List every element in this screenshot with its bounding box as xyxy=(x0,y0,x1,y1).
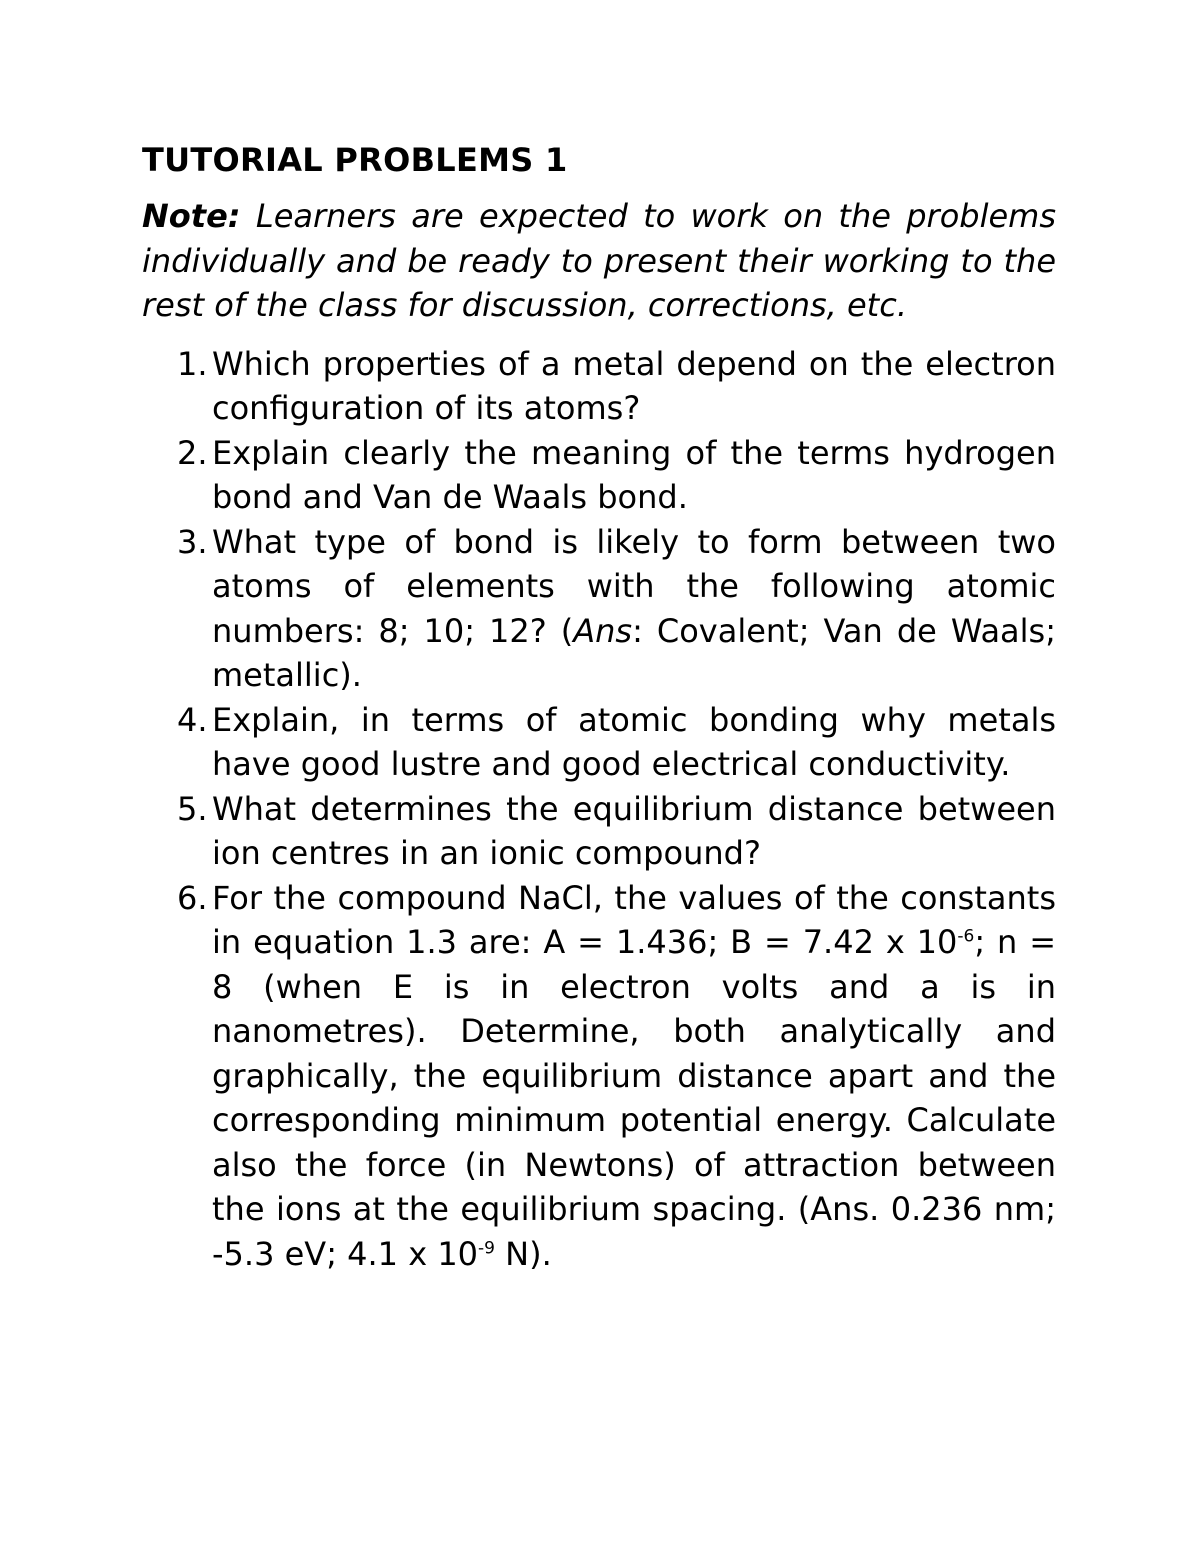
problem-text: What type of bond is likely to form between two atoms of elements with the following atomic numbers: 8; 10; 12? ( xyxy=(212,522,1056,650)
problem-number: 1. xyxy=(177,344,208,383)
page-title: TUTORIAL PROBLEMS 1 xyxy=(142,141,568,179)
problem-text: For the compound NaCl, the values of the constants in equation 1.3 are: A = 1.436; B = 7.42 x 10 xyxy=(212,878,1056,961)
problem-number: 4. xyxy=(177,700,208,739)
problem-number: 3. xyxy=(177,522,208,561)
note-text: Learners are expected to work on the problems individually and be ready to present their working to the rest of the class for discussion, corrections, etc. xyxy=(142,197,1056,324)
problem-text-continued: ; n = 8 (when E is in electron volts and a is in nanometres). Determine, both analytically and graphically, the equilibrium distance apart and the corresponding minimum potential energy. Calculate also the force (in Newtons) of attraction between the ions at the equilibrium spacing. (Ans. 0.236 nm; -5.3 eV; 4.1 x 10 xyxy=(212,923,1057,1273)
problem-item-4 xyxy=(142,698,1056,787)
note-paragraph xyxy=(142,194,1056,328)
exponent: -6 xyxy=(957,926,975,947)
problem-text: Which properties of a metal depend on the electron configuration of its atoms? xyxy=(212,344,1056,427)
problem-number: 5. xyxy=(177,789,208,828)
problem-list xyxy=(142,342,1056,1277)
answer-label: Ans xyxy=(573,611,633,650)
problem-number: 6. xyxy=(177,878,208,917)
note-label: Note: xyxy=(142,197,241,235)
document-page xyxy=(142,138,1056,1276)
problem-text: What determines the equilibrium distance between ion centres in an ionic compound? xyxy=(212,789,1056,872)
exponent: -9 xyxy=(478,1237,495,1258)
problem-number: 2. xyxy=(177,433,208,472)
problem-text: Explain, in terms of atomic bonding why metals have good lustre and good electrical conductivity. xyxy=(212,700,1056,783)
problem-text: Explain clearly the meaning of the terms hydrogen bond and Van de Waals bond. xyxy=(212,433,1056,516)
problem-item-1 xyxy=(142,342,1056,431)
problem-text-continued: : Covalent; Van de Waals; metallic). xyxy=(212,611,1056,694)
problem-item-6 xyxy=(142,876,1056,1277)
problem-item-5 xyxy=(142,787,1056,876)
problem-item-3 xyxy=(142,520,1056,698)
problem-item-2 xyxy=(142,431,1056,520)
problem-text-end: N). xyxy=(494,1234,552,1273)
